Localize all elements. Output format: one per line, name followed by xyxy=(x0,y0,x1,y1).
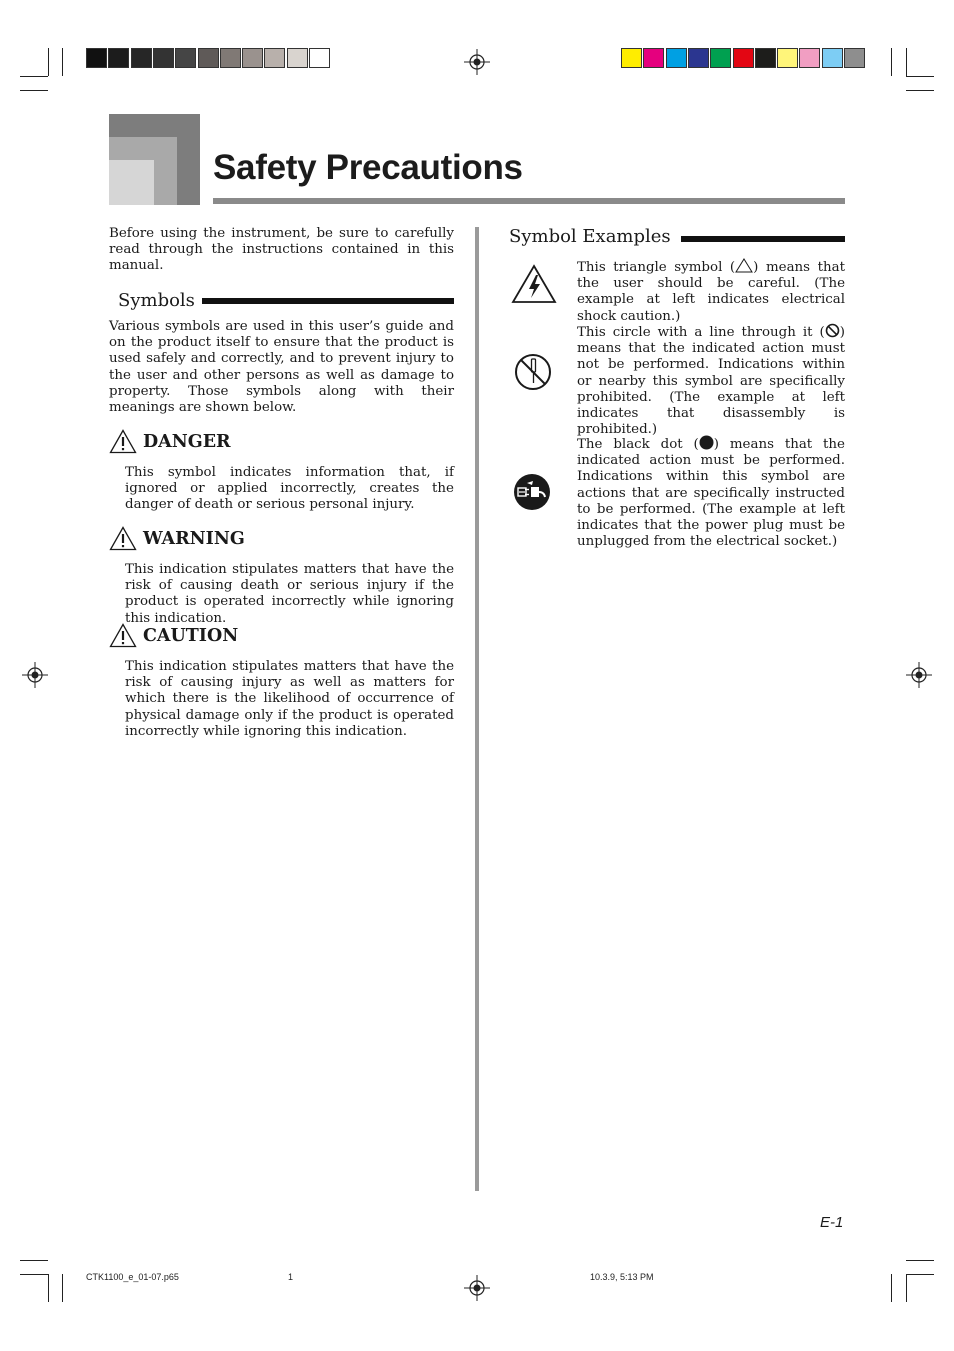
symbols-heading: Symbols xyxy=(118,290,195,311)
unplug-power-icon xyxy=(513,473,551,511)
symbol-examples-heading-rule xyxy=(681,236,845,242)
gray-swatch xyxy=(153,48,174,68)
intro-text: Before using the instrument, be sure to carefully read through the instructions contained in this manual. xyxy=(109,226,454,274)
registration-mark-top xyxy=(464,49,490,75)
footer-timestamp: 10.3.9, 5:13 PM xyxy=(590,1272,654,1282)
caution-heading xyxy=(109,623,238,648)
color-swatch xyxy=(777,48,798,68)
registration-mark-bottom xyxy=(464,1275,490,1301)
footer-filename: CTK1100_e_01-07.p65 xyxy=(86,1272,179,1282)
color-swatch xyxy=(799,48,820,68)
danger-label: DANGER xyxy=(143,431,231,452)
danger-triangle-icon xyxy=(109,429,137,454)
color-swatch xyxy=(822,48,843,68)
gray-swatch xyxy=(264,48,285,68)
registration-mark-right xyxy=(906,662,932,688)
warning-triangle-icon xyxy=(109,526,137,551)
warning-text: This indication stipulates matters that have the risk of causing death or serious injury if the product is operated incorrectly while ignoring this indication. xyxy=(125,562,454,626)
color-swatch xyxy=(666,48,687,68)
registration-mark-left xyxy=(22,662,48,688)
dot-example-text: The black dot ( ) means that the indicated action must be performed. Indications within this symbol are actions that are specifically instructed to be performed. (The example at left indicates that the power plug must be unplugged from the electrical socket.) xyxy=(577,437,845,550)
gray-swatch xyxy=(108,48,129,68)
gray-swatch xyxy=(175,48,196,68)
footer-page: 1 xyxy=(288,1272,294,1282)
color-swatch xyxy=(733,48,754,68)
triangle-example-text: This triangle symbol ( ) means that the user should be careful. (The example at left indicates electrical shock caution.) xyxy=(577,260,845,324)
color-swatch xyxy=(844,48,865,68)
symbol-examples-heading: Symbol Examples xyxy=(509,226,671,247)
caution-text: This indication stipulates matters that have the risk of causing injury as well as matters for which there is the likelihood of occurrence of physical damage only if the product is operated incorrectly while ignoring this indication. xyxy=(125,659,454,739)
small-black-dot-icon xyxy=(699,435,714,450)
title-decoration xyxy=(109,114,200,205)
page-number: E-1 xyxy=(820,1214,844,1231)
caution-triangle-icon xyxy=(109,623,137,648)
danger-heading xyxy=(109,429,231,454)
electric-shock-triangle-icon xyxy=(511,264,557,304)
symbols-text: Various symbols are used in this user’s guide and on the product itself to ensure that the product is used safely and correctly, and to prevent injury to the user and other persons as well as damage to property. Those symbols along with their meanings are shown below. xyxy=(109,319,454,416)
title-rule xyxy=(213,198,845,204)
small-triangle-icon xyxy=(735,258,753,273)
danger-text: This symbol indicates information that, if ignored or applied incorrectly, creates the danger of death or serious personal injury. xyxy=(125,465,454,513)
page-title: Safety Precautions xyxy=(213,148,523,187)
symbols-heading-rule xyxy=(202,298,454,304)
gray-swatch xyxy=(309,48,330,68)
gray-swatch xyxy=(131,48,152,68)
gray-swatch xyxy=(242,48,263,68)
gray-swatch xyxy=(287,48,308,68)
warning-heading xyxy=(109,526,245,551)
gray-swatch xyxy=(86,48,107,68)
warning-label: WARNING xyxy=(143,528,245,549)
circle-example-text: This circle with a line through it ( ) means that the indicated action must not be performed. Indications within or nearby this symbol are specifically prohibited. (The example at left indicates that disassembly is prohibited.) xyxy=(577,325,845,438)
color-swatch xyxy=(621,48,642,68)
gray-swatch xyxy=(220,48,241,68)
column-divider xyxy=(475,227,479,1191)
caution-label: CAUTION xyxy=(143,625,239,646)
disassembly-prohibited-icon xyxy=(513,352,553,392)
color-swatch xyxy=(710,48,731,68)
color-swatch xyxy=(688,48,709,68)
small-prohibited-icon xyxy=(825,323,840,338)
color-swatch xyxy=(755,48,776,68)
color-swatch xyxy=(643,48,664,68)
gray-swatch xyxy=(198,48,219,68)
